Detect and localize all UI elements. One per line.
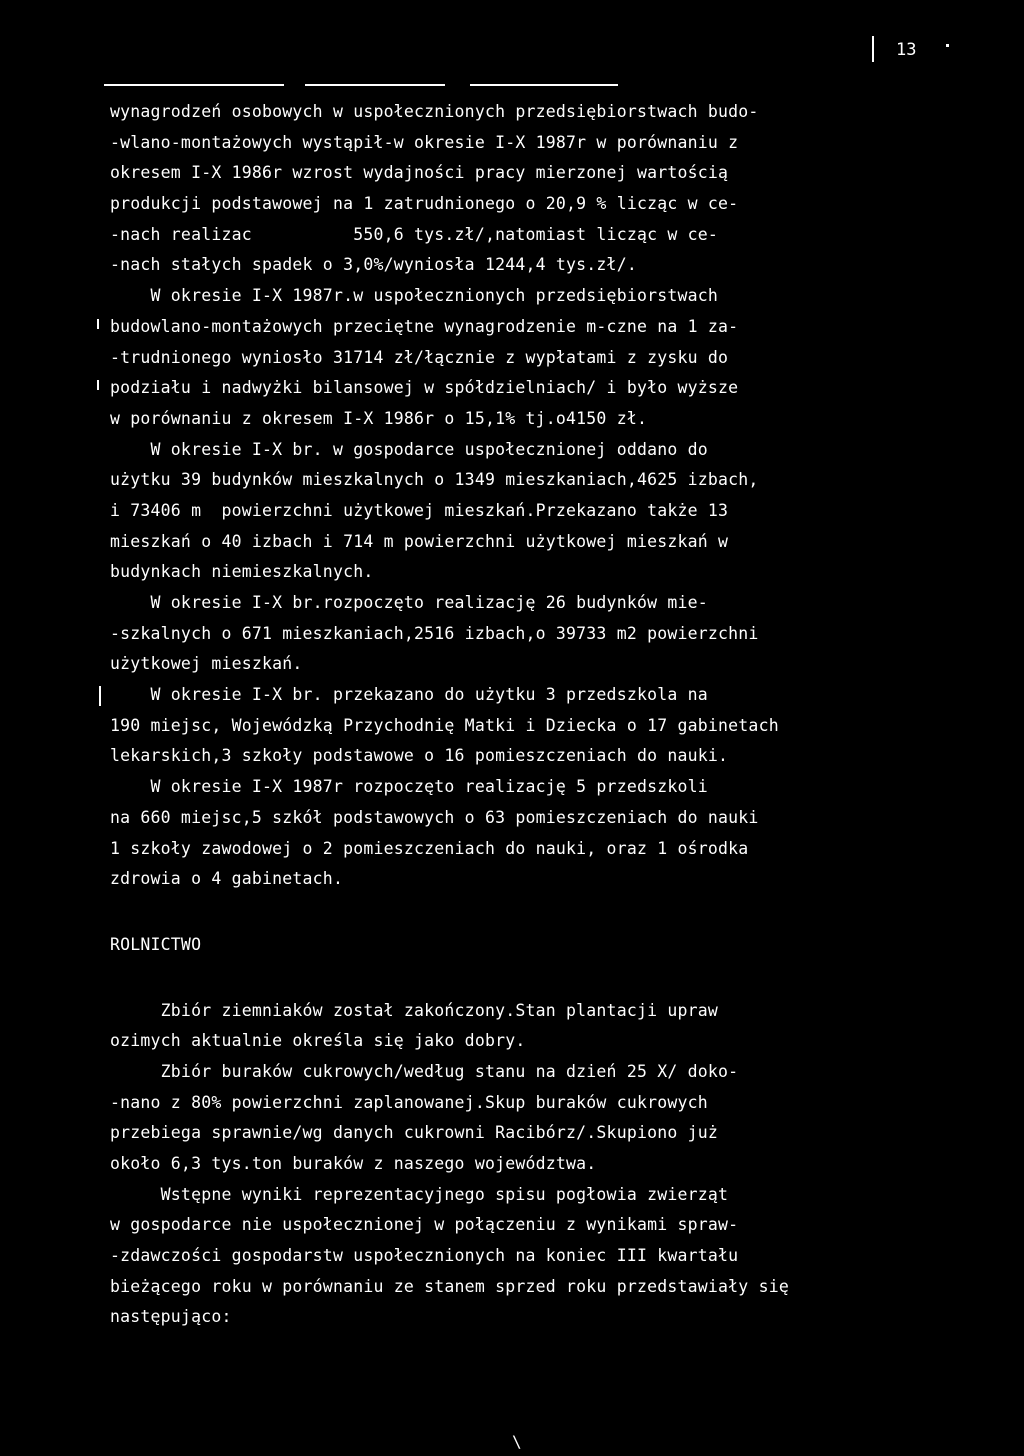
- text-line: użytkowej mieszkań.: [110, 654, 303, 674]
- text-line: -trudnionego wyniosło 31714 zł/łącznie z wypłatami z zysku do: [110, 347, 729, 367]
- text-line: Zbiór buraków cukrowych/według stanu na dzień 25 X/ doko-: [110, 1061, 739, 1081]
- text-line: -zdawczości gospodarstw uspołecznionych na koniec III kwartału: [110, 1246, 739, 1266]
- text-line: budynkach niemieszkalnych.: [110, 562, 374, 582]
- text-line: W okresie I-X br. w gospodarce uspołecznionej oddano do: [110, 439, 708, 459]
- margin-tick: [97, 380, 99, 390]
- text-line: 190 miejsc, Wojewódzką Przychodnię Matki i Dziecka o 17 gabinetach: [110, 715, 779, 735]
- top-rule: [305, 84, 445, 86]
- text-line: około 6,3 tys.ton buraków z naszego województwa.: [110, 1154, 597, 1173]
- text-line: zdrowia o 4 gabinetach.: [110, 869, 344, 889]
- text-line: W okresie I-X 1987r.w uspołecznionych przedsiębiorstwach: [110, 286, 719, 306]
- text-line: i 73406 m powierzchni użytkowej mieszkań.Przekazano także 13: [110, 500, 729, 520]
- section-gap: [110, 895, 960, 930]
- text-line: mieszkań o 40 izbach i 714 m powierzchni użytkowej mieszkań w: [110, 531, 729, 551]
- text-line: wynagrodzeń osobowych w uspołecznionych przedsiębiorstwach budo-: [110, 102, 759, 121]
- text-line: podziału i nadwyżki bilansowej w spółdzielniach/ i było wyższe: [110, 378, 739, 398]
- text-line: W okresie I-X br.rozpoczęto realizację 26 budynków mie-: [110, 593, 708, 612]
- text-line: budowlano-montażowych przeciętne wynagrodzenie m-czne na 1 za-: [110, 316, 739, 336]
- margin-tick: [97, 319, 99, 329]
- text-line: ozimych aktualnie określa się jako dobry.: [110, 1031, 526, 1051]
- text-line: okresem I-X 1986r wzrost wydajności pracy mierzonej wartością: [110, 163, 729, 183]
- text-line: -nach realizac 550,6 tys.zł/,natomiast licząc w ce-: [110, 224, 719, 244]
- text-line: 1 szkoły zawodowej o 2 pomieszczeniach do nauki, oraz 1 ośrodka: [110, 838, 749, 858]
- text-line: -nach stałych spadek o 3,0%/wyniosła 1244,4 tys.zł/.: [110, 255, 637, 275]
- text-line: na 660 miejsc,5 szkół podstawowych o 63 pomieszczeniach do nauki: [110, 807, 759, 827]
- text-line: lekarskich,3 szkoły podstawowe o 16 pomieszczeniach do nauki.: [110, 746, 729, 766]
- corner-dot: [946, 44, 949, 47]
- text-line: Wstępne wyniki reprezentacyjnego spisu pogłowia zwierząt: [110, 1184, 729, 1204]
- section-heading: ROLNICTWO: [110, 934, 202, 954]
- text-line: przebiega sprawnie/wg danych cukrowni Racibórz/.Skupiono już: [110, 1123, 719, 1143]
- document-body: [110, 97, 960, 1333]
- page-number: 13: [896, 40, 917, 60]
- page-margin-mark: [872, 36, 874, 62]
- text-line: następująco:: [110, 1307, 232, 1327]
- footer-mark: \: [512, 1432, 522, 1451]
- text-line: W okresie I-X br. przekazano do użytku 3 przedszkola na: [110, 685, 708, 705]
- text-line: użytku 39 budynków mieszkalnych o 1349 mieszkaniach,4625 izbach,: [110, 470, 759, 490]
- margin-tick: [99, 686, 101, 706]
- text-line: -wlano-montażowych wystąpił-w okresie I-X 1987r w porównaniu z: [110, 132, 739, 152]
- text-line: w gospodarce nie uspołecznionej w połączeniu z wynikami spraw-: [110, 1215, 739, 1235]
- text-line: W okresie I-X 1987r rozpoczęto realizację 5 przedszkoli: [110, 777, 708, 797]
- top-rule: [104, 84, 284, 86]
- text-line: -szkalnych o 671 mieszkaniach,2516 izbach,o 39733 m2 powierzchni: [110, 623, 759, 643]
- top-rule: [470, 84, 618, 86]
- text-line: produkcji podstawowej na 1 zatrudnionego o 20,9 % licząc w ce-: [110, 194, 739, 214]
- text-line: w porównaniu z okresem I-X 1986r o 15,1% tj.o4150 zł.: [110, 408, 648, 428]
- text-line: -nano z 80% powierzchni zaplanowanej.Skup buraków cukrowych: [110, 1092, 708, 1112]
- section-gap: [110, 961, 960, 996]
- text-line: Zbiór ziemniaków został zakończony.Stan plantacji upraw: [110, 1000, 719, 1020]
- text-line: bieżącego roku w porównaniu ze stanem sprzed roku przedstawiały się: [110, 1276, 789, 1296]
